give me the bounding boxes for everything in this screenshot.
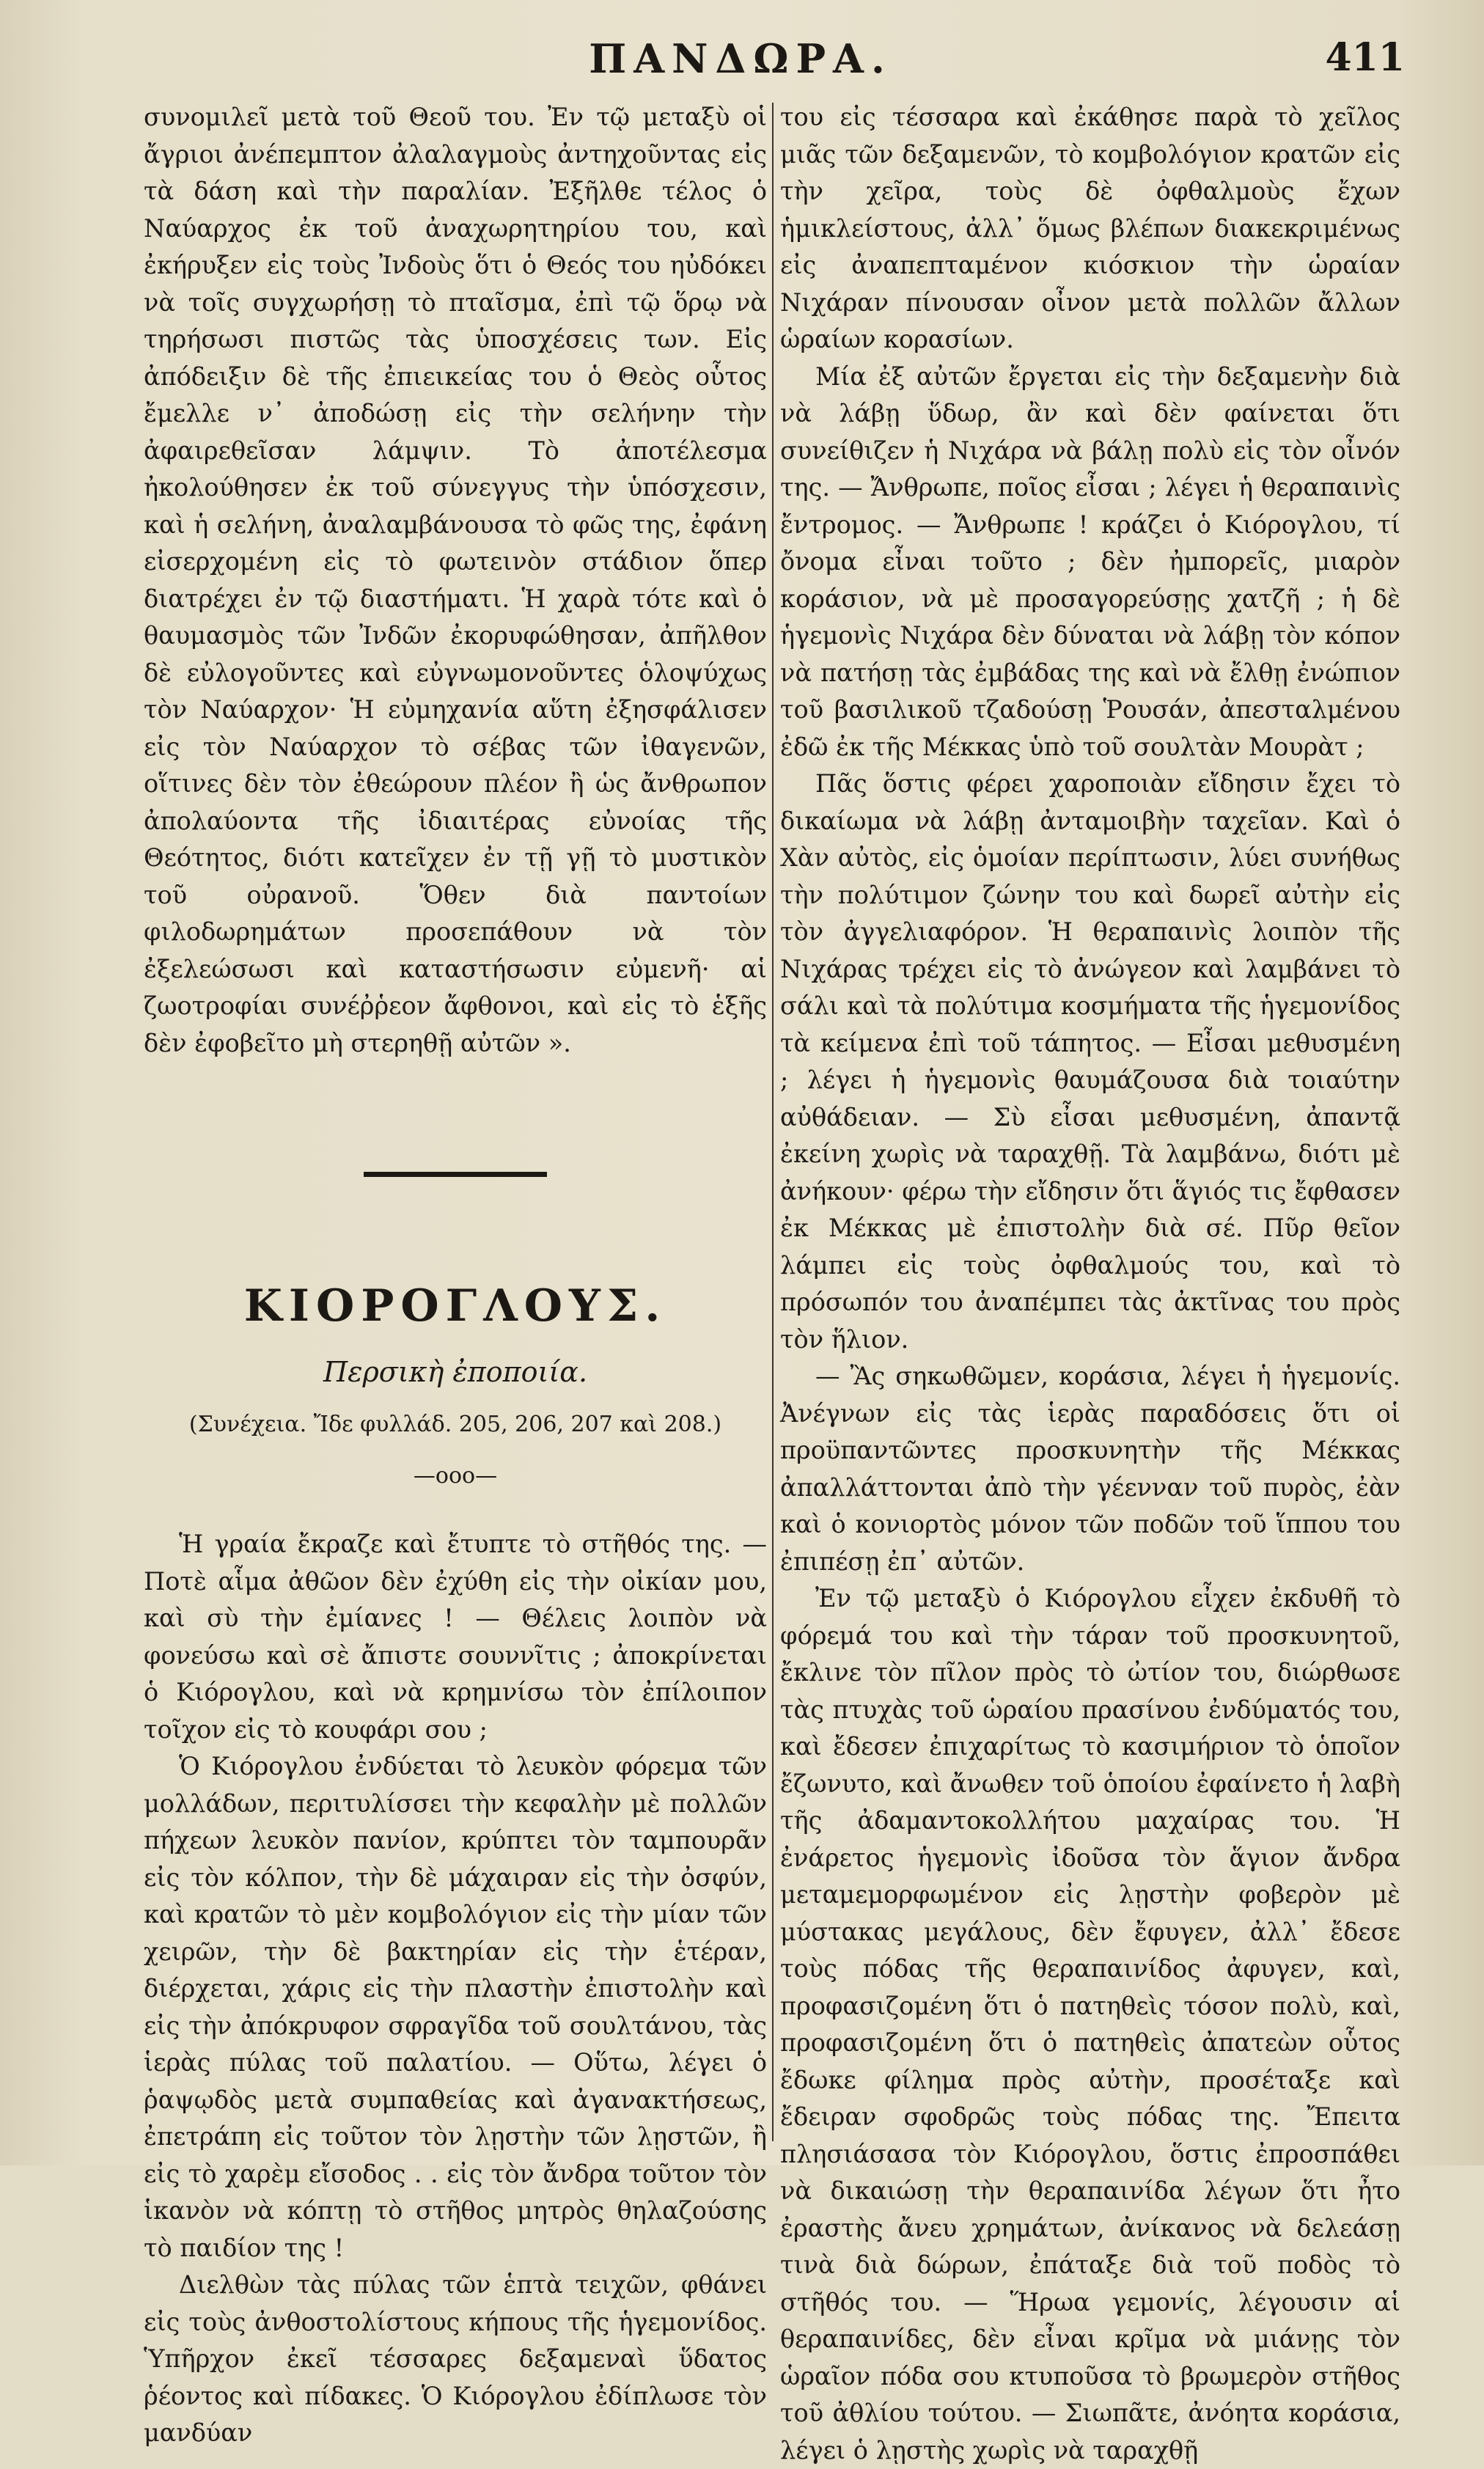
separator: —ooo— — [413, 1463, 498, 1489]
section-subheading: Περσικὴ ἐποποιία. — [323, 1356, 588, 1388]
section-rule — [364, 1172, 547, 1177]
left-paragraph-1: συνομιλεῖ μετὰ τοῦ Θεοῦ του. Ἐν τῷ μεταξὺ οἱ ἄγριοι ἀνέπεμπτον ἀλαλαγμοὺς ἀντηχοῦντας εἰς τὰ δάση καὶ τὴν παραλίαν. Ἐξῆλθε τέλος ὁ Ναύαρχος ἐκ τοῦ ἀναχωρητηρίου του, καὶ ἐκήρυξεν εἰς τοὺς Ἰνδοὺς ὅτι ὁ Θεός του ηὐδόκει νὰ τοῖς συγχωρήσῃ τὸ πταῖσμα, ἐπὶ τῷ ὅρῳ νὰ τηρήσωσι πιστῶς τὰς ὑποσχέσεις των. Εἰς ἀπόδειξιν δὲ τῆς ἐπιεικείας του ὁ Θεὸς οὗτος ἔμελλε ν᾽ ἀποδώσῃ εἰς τὴν σελήνην τὴν ἀφαιρεθεῖσαν λάμψιν. Τὸ ἀποτέλεσμα ἠκολούθησεν ἐκ τοῦ σύνεγγυς τὴν ὑπόσχεσιν, καὶ ἡ σελήνη, ἀναλαμβάνουσα τὸ φῶς της, ἐφάνη εἰσερχομένη εἰς τὸ φωτεινὸν στάδιον ὅπερ διατρέχει ἐν τῷ διαστήματι. Ἡ χαρὰ τότε καὶ ὁ θαυμασμὸς τῶν Ἰνδῶν ἐκορυφώθησαν, ἀπῆλθον δὲ εὐλογοῦντες καὶ εὐγνωμονοῦντες ὁλοψύχως τὸν Ναύαρχον· Ἡ εὐμηχανία αὕτη ἐξησφάλισεν εἰς τὸν Ναύαρχον τὸ σέβας τῶν ἰθαγενῶν, οἵτινες δὲν τὸν ἐθεώρουν πλέον ἢ ὡς ἄνθρωπον ἀπολαύοντα τῆς ἰδιαιτέρας εὐνοίας τῆς Θεότητος, διότι κατεῖχεν ἐν τῇ γῇ τὸ μυστικὸν τοῦ οὐρανοῦ. Ὅθεν διὰ παντοίων φιλοδωρημάτων προσεπάθουν νὰ τὸν ἐξελεώσωσι καὶ καταστήσωσιν εὐμενῆ· αἱ ζωοτροφίαι συνέῤῥεον ἄφθονοι, καὶ εἰς τὸ ἑξῆς δὲν ἐφοβεῖτο μὴ στερηθῇ αὐτῶν ». — [144, 103, 767, 1057]
page-number: 411 — [1325, 35, 1405, 80]
left-paragraph-3: Ὁ Κιόρογλου ἐνδύεται τὸ λευκὸν φόρεμα τῶν μολλάδων, περιτυλίσσει τὴν κεφαλὴν μὲ πολλῶν πήχεων λευκὸν πανίον, κρύπτει τὸν ταμπουρᾶν εἰς τὸν κόλπον, τὴν δὲ μάχαιραν εἰς τὴν ὀσφύν, καὶ κρατῶν τὸ μὲν κομβολόγιον εἰς τὴν μίαν τῶν χειρῶν, τὴν δὲ βακτηρίαν εἰς τὴν ἑτέραν, διέρχεται, χάρις εἰς τὴν πλαστὴν ἐπιστολὴν καὶ εἰς τὴν ἀπόκρυφον σφραγῖδα τοῦ σουλτάνου, τὰς ἱερὰς πύλας τοῦ παλατίου. — Οὕτω, λέγει ὁ ῥαψῳδὸς μετὰ συμπαθείας καὶ ἀγανακτήσεως, ἐπετράπη εἰς τοῦτον τὸν λῃστὴν τῶν λῃστῶν, ἢ εἰς τὸ χαρὲμ εἴσοδος . . εἰς τὸν ἄνδρα τοῦτον τὸν ἱκανὸν νὰ κόπτῃ τὸ στῆθος μητρὸς θηλαζούσης τὸ παιδίον της ! — [144, 1752, 767, 2262]
right-paragraph-4: — Ἂς σηκωθῶμεν, κοράσια, λέγει ἡ ἡγεμονίς. Ἀνέγνων εἰς τὰς ἱερὰς παραδόσεις ὅτι οἱ προϋπαντῶντες προσκυνητὴν τῆς Μέκκας ἀπαλλάττονται ἀπὸ τὴν γέενναν τοῦ πυρὸς, ἐὰν καὶ ὁ κονιορτὸς μόνον τῶν ποδῶν τοῦ ἵππου του ἐπιπέσῃ ἐπ᾽ αὐτῶν. — [780, 1362, 1400, 1576]
right-paragraph-1: του εἰς τέσσαρα καὶ ἐκάθησε παρὰ τὸ χεῖλος μιᾶς τῶν δεξαμενῶν, τὸ κομβολόγιον κρατῶν εἰς τὴν χεῖρα, τοὺς δὲ ὀφθαλμοὺς ἔχων ἡμικλείστους, ἀλλ᾽ ὅμως βλέπων διακεκριμένως εἰς ἀναπεπταμένον κιόσκιον τὴν ὡραίαν Νιχάραν πίνουσαν οἶνον μετὰ πολλῶν ἄλλων ὡραίων κορασίων. — [780, 103, 1400, 353]
right-paragraph-5: Ἐν τῷ μεταξὺ ὁ Κιόρογλου εἶχεν ἐκδυθῆ τὸ φόρεμά του καὶ τὴν τάραν τοῦ προσκυνητοῦ, ἔκλινε τὸν πῖλον πρὸς τὸ ὠτίον του, διώρθωσε τὰς πτυχὰς τοῦ ὡραίου πρασίνου ἐνδύματός του, καὶ ἔδεσεν ἐπιχαρίτως τὸ κασιμήριον τὸ ὁποῖον ἔζωνυτο, καὶ ἄνωθεν τοῦ ὁποίου ἐφαίνετο ἡ λαβὴ τῆς ἀδαμαντοκολλήτου μαχαίρας του. Ἡ ἐνάρετος ἡγεμονὶς ἰδοῦσα τὸν ἅγιον ἄνδρα μεταμεμορφωμένον εἰς λῃστὴν φοβερὸν μὲ μύστακας μεγάλους, δὲν ἔφυγεν, ἀλλ᾽ ἔδεσε τοὺς πόδας τῆς θεραπαινίδος ἀφυγεν, καὶ, προφασιζομένη ὅτι ὁ πατηθεὶς τόσον πολὺ, καὶ, προφασιζομένη ὅτι ὁ πατηθεὶς ἀπατεὼν οὗτος ἔδωκε φίλημα πρὸς αὐτὴν, προσέταξε καὶ ἔδειραν σφοδρῶς τοὺς πόδας της. Ἔπειτα πλησιάσασα τὸν Κιόρογλου, ὅστις ἐπροσπάθει νὰ δικαιώσῃ τὴν θεραπαινίδα λέγων ὅτι ἦτο ἐραστὴς ἄνευ χρημάτων, ἀνίκανος νὰ δελεάσῃ τινὰ διὰ δώρων, ἐπάταξε διὰ τοῦ ποδὸς τὸ στῆθός του. — Ἥρωα γεμονίς, λέγουσιν αἱ θεραπαινίδες, δὲν εἶναι κρῖμα νὰ μιάνῃς τὸν ὡραῖον πόδα σου κτυποῦσα τὸ βρωμερὸν στῆθος τοῦ ἀθλίου τούτου. — Σιωπᾶτε, ἀνόητα κοράσια, λέγει ὁ λῃστὴς χωρὶς νὰ ταραχθῇ — [780, 1584, 1400, 2465]
right-paragraph-3: Πᾶς ὅστις φέρει χαροποιὰν εἴδησιν ἔχει τὸ δικαίωμα νὰ λάβῃ ἀνταμοιβὴν ταχεῖαν. Καὶ ὁ Χὰν αὐτὸς, εἰς ὁμοίαν περίπτωσιν, λύει συνήθως τὴν πολύτιμον ζώνην του καὶ δωρεῖ αὐτὴν εἰς τὸν ἀγγελιαφόρον. Ἡ θεραπαινὶς λοιπὸν τῆς Νιχάρας τρέχει εἰς τὸ ἀνώγεον καὶ λαμβάνει τὸ σάλι καὶ τὰ πολύτιμα κοσμήματα τῆς ἡγεμονίδος τὰ κείμενα ἐπὶ τοῦ τάπητος. — Εἶσαι μεθυσμένη ; λέγει ἡ ἡγεμονὶς θαυμάζουσα διὰ τοιαύτην αὐθάδειαν. — Σὺ εἶσαι μεθυσμένη, ἀπαντᾷ ἐκείνη χωρὶς νὰ ταραχθῇ. Τὰ λαμβάνω, διότι μὲ ἀνήκουν· φέρω τὴν εἴδησιν ὅτι ἅγιός τις ἔφθασεν ἐκ Μέκκας μὲ ἐπιστολὴν διὰ σέ. Πῦρ θεῖον λάμπει εἰς τοὺς ὀφθαλμούς του, καὶ τὸ πρόσωπόν του ἀναπέμπει τὰς ἀκτῖνας του πρὸς τὸν ἥλιον. — [780, 769, 1400, 1354]
continuation-note: (Συνέχεια. Ἴδε φυλλάδ. 205, 206, 207 καὶ 208.) — [188, 1412, 722, 1437]
right-column — [780, 99, 1400, 2465]
left-paragraph-2: Ἡ γραία ἔκραζε καὶ ἔτυπτε τὸ στῆθός της. — Ποτὲ αἷμα ἀθῶον δὲν ἐχύθη εἰς τὴν οἰκίαν μου, καὶ σὺ τὴν ἐμίανες ! — Θέλεις λοιπὸν νὰ φονεύσω καὶ σὲ ἄπιστε σουννῖτις ; ἀποκρίνεται ὁ Κιόρογλου, καὶ νὰ κρημνίσω τὸν ἐπίλοιπον τοῖχον εἰς τὸ κουφάρι σου ; — [144, 1530, 767, 1744]
right-paragraph-2: Μία ἐξ αὐτῶν ἔργεται εἰς τὴν δεξαμενὴν διὰ νὰ λάβῃ ὕδωρ, ἂν καὶ δὲν φαίνεται ὅτι συνείθιζεν ἡ Νιχάρα νὰ βάλῃ πολὺ εἰς τὸν οἶνόν της. — Ἄνθρωπε, ποῖος εἶσαι ; λέγει ἡ θεραπαινὶς ἔντρομος. — Ἄνθρωπε ! κράζει ὁ Κιόρογλου, τί ὄνομα εἶναι τοῦτο ; δὲν ἠμπορεῖς, μιαρὸν κοράσιον, νὰ μὲ προσαγορεύσῃς χατζῆ ; ἡ δὲ ἡγεμονὶς Νιχάρα δὲν δύναται νὰ λάβῃ τὸν κόπον νὰ πατήσῃ τὰς ἐμβάδας της καὶ νὰ ἔλθῃ ἐνώπιον τοῦ βασιλικοῦ τζαδούσῃ Ῥουσάν, ἀπεσταλμένου ἐδῶ ἐκ τῆς Μέκκας ὑπὸ τοῦ σουλτὰν Μουρὰτ ; — [780, 362, 1400, 761]
running-title: ΠΑΝΔΩΡΑ. — [589, 35, 892, 82]
left-column — [144, 99, 767, 2447]
left-paragraph-4: Διελθὼν τὰς πύλας τῶν ἑπτὰ τειχῶν, φθάνει εἰς τοὺς ἀνθοστολίστους κήπους τῆς ἡγεμονίδος. Ὑπῆρχον ἐκεῖ τέσσαρες δεξαμεναὶ ὕδατος ῥέοντος καὶ πίδακες. Ὁ Κιόρογλου ἐδίπλωσε τὸν μανδύαν — [144, 2270, 767, 2447]
running-head — [0, 29, 1484, 103]
column-divider — [772, 103, 774, 2141]
section-heading: ΚΙΟΡΟΓΛΟΥΣ. — [243, 1280, 667, 1332]
